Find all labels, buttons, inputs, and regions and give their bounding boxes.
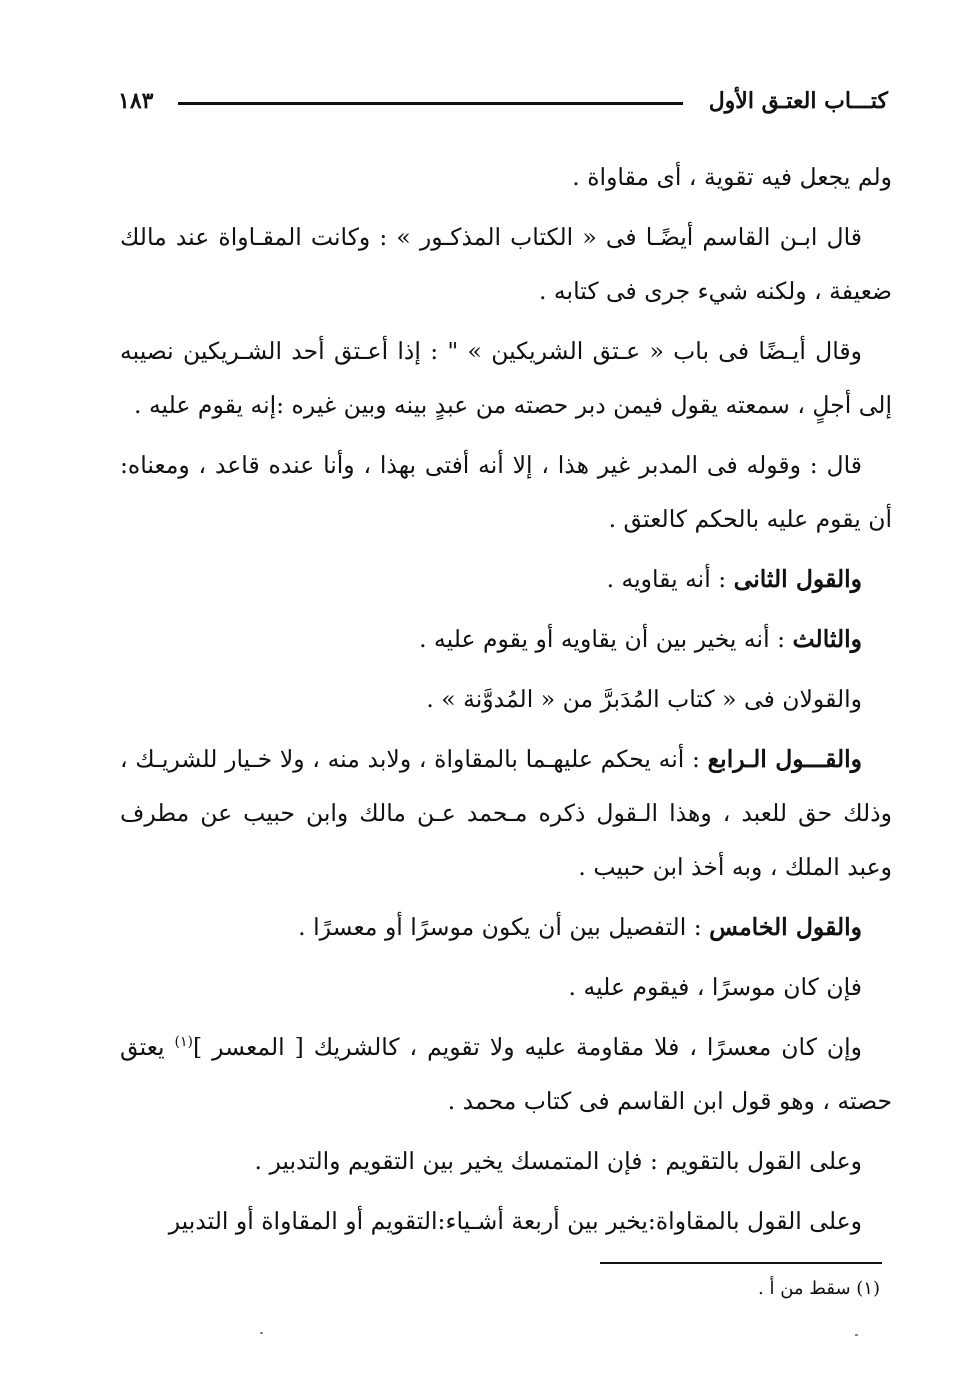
footnote: (١) سقط من أ . bbox=[758, 1278, 880, 1299]
paragraph-text: فإن كان موسرًا ، فيقوم عليه . bbox=[568, 973, 862, 1001]
paragraph-lead: والقول الخامس bbox=[709, 913, 862, 941]
paragraph bbox=[120, 438, 892, 546]
paragraph bbox=[120, 1134, 892, 1188]
paragraph-text: قال ابـن القاسم أيضًـا فى « الكتاب المذكـور » : وكانت المقـاواة عند مالك ضعيفة ، ولكنه شيء جرى فى كتابه . bbox=[120, 223, 892, 305]
footnote-rule bbox=[600, 1262, 882, 1264]
paragraph-text: : أنه يقاويه . bbox=[606, 565, 734, 593]
paragraph-text: وعلى القول بالمقاواة:يخير بين أربعة أشـياء:التقويم أو المقاواة أو التدبير bbox=[168, 1207, 862, 1235]
paragraph-lead: والثالث bbox=[792, 625, 862, 653]
scan-speck bbox=[260, 1332, 263, 1334]
paragraph bbox=[120, 150, 892, 204]
main-text bbox=[120, 150, 892, 1254]
paragraph-text: : التفصيل بين أن يكون موسرًا أو معسرًا . bbox=[298, 913, 710, 941]
paragraph-text: وإن كان معسرًا ، فلا مقاومة عليه ولا تقويم ، كالشريك [ المعسر ] bbox=[193, 1033, 862, 1061]
paragraph-text: قال : وقوله فى المدبر غير هذا ، إلا أنه أفتى بهذا ، وأنا عنده قاعد ، ومعناه: أن يقوم عليه بالحكم كالعتق . bbox=[120, 451, 892, 533]
paragraph bbox=[120, 732, 892, 894]
header-rule bbox=[178, 102, 683, 105]
paragraph-text-tail: يعتق حصته ، وهو قول ابن القاسم فى كتاب محمد . bbox=[120, 1033, 892, 1115]
paragraph-text: ولم يجعل فيه تقوية ، أى مقاواة . bbox=[572, 163, 892, 191]
paragraph bbox=[120, 672, 892, 726]
paragraph-text: والقولان فى « كتاب المُدَبرَّ من « المُدوَّنة » . bbox=[426, 685, 862, 713]
paragraph-text: : أنه يخير بين أن يقاويه أو يقوم عليه . bbox=[419, 625, 793, 653]
paragraph bbox=[120, 1020, 892, 1128]
paragraph-lead: والقـــول الـرابع bbox=[707, 745, 863, 773]
running-header bbox=[118, 88, 888, 124]
paragraph bbox=[120, 960, 892, 1014]
footnote-reference: (١) bbox=[174, 1034, 194, 1051]
header-title: كتـــاب العتـق الأول bbox=[708, 88, 888, 114]
page-number: ١٨٣ bbox=[118, 88, 154, 114]
paragraph bbox=[120, 552, 892, 606]
paragraph bbox=[120, 210, 892, 318]
paragraph bbox=[120, 612, 892, 666]
paragraph bbox=[120, 1194, 892, 1248]
paragraph-lead: والقول الثانى bbox=[733, 565, 862, 593]
paragraph-text: وعلى القول بالتقويم : فإن المتمسك يخير بين التقويم والتدبير . bbox=[254, 1147, 862, 1175]
paragraph bbox=[120, 900, 892, 954]
scan-speck bbox=[855, 1334, 858, 1336]
paragraph-text: : أنه يحكم عليهـما بالمقاواة ، ولابد منه ، ولا خـيار للشريـك ، وذلك حق للعبد ، وهذا الـقول ذكره مـحمد عـن مالك وابن حبيب عن مطرف وعبد الملك ، وبه أخذ ابن حبيب . bbox=[120, 745, 892, 881]
paragraph-text: وقال أيـضًا فى باب « عـتق الشريكين » " : إذا أعـتق أحد الشـريكين نصيبه إلى أجلٍ ، سمعته يقول فيمن دبر حصته من عبدٍ بينه وبين غيره :إنه يقوم عليه . bbox=[120, 337, 892, 419]
paragraph bbox=[120, 324, 892, 432]
